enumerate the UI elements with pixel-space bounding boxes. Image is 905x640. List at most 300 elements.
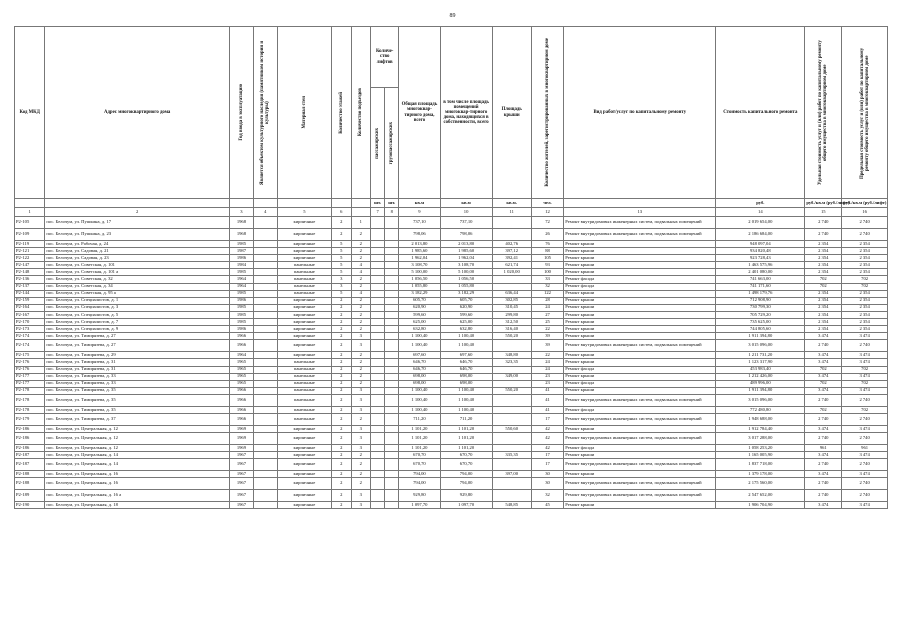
cell-walls: кирпичные <box>277 255 331 262</box>
cell-work: Ремонт крыши <box>564 269 716 276</box>
cell-work: Ремонт крыши <box>564 359 716 366</box>
cell-fl: 2 <box>332 502 352 509</box>
cell-total: 1 101,20 <box>399 433 440 445</box>
cell-year: 1986 <box>229 326 253 333</box>
cell-total: 1 100,40 <box>399 333 440 340</box>
cell-addr: пос. Белочум, ул. Специалистов, д. 3 <box>45 304 230 311</box>
cell-owned: 1 985,60 <box>440 248 492 255</box>
cell-roof <box>492 445 531 452</box>
cell-cost: 3 017 288,00 <box>716 433 805 445</box>
cell-roof: 1 020,00 <box>492 269 531 276</box>
cell-p <box>371 478 385 490</box>
cell-max: 3 474 <box>842 373 888 380</box>
cell-work: Ремонт фасада <box>564 366 716 373</box>
cell-roof: 548,85 <box>492 502 531 509</box>
cell-fl: 2 <box>332 433 352 445</box>
cell-en: 3 <box>351 425 371 432</box>
cell-code: Р2-186 <box>15 445 45 452</box>
cell-roof: 323,35 <box>492 359 531 366</box>
cell-code: Р2-121 <box>15 248 45 255</box>
cell-max: 2 354 <box>842 319 888 326</box>
cell-en: 3 <box>351 490 371 502</box>
cell-total: 1 101,20 <box>399 425 440 432</box>
cell-year: 1969 <box>229 425 253 432</box>
cell-heritage <box>253 241 277 248</box>
cell-heritage <box>253 478 277 490</box>
cell-owned: 632,80 <box>440 326 492 333</box>
cell-en: 2 <box>351 413 371 425</box>
cell-year: 1964 <box>229 276 253 283</box>
cell-g <box>385 262 399 269</box>
cell-p <box>371 248 385 255</box>
cell-walls: панельные <box>277 366 331 373</box>
cell-en: 2 <box>351 255 371 262</box>
cell-heritage <box>253 217 277 229</box>
cell-owned: 711,20 <box>440 413 492 425</box>
cell-total: 625,00 <box>399 319 440 326</box>
cell-res: 32 <box>531 283 564 290</box>
cell-unit: 2 354 <box>805 297 842 304</box>
cell-owned: 1 100,40 <box>440 387 492 394</box>
cell-fl: 2 <box>332 333 352 340</box>
cell-year: 1964 <box>229 283 253 290</box>
table-row <box>15 359 888 366</box>
cell-code: Р2-159 <box>15 297 45 304</box>
cell-unit: 2 354 <box>805 248 842 255</box>
cell-max: 2 740 <box>842 340 888 352</box>
cell-owned: 1 056,50 <box>440 276 492 283</box>
cell-year: 1985 <box>229 269 253 276</box>
cell-fl: 3 <box>332 283 352 290</box>
unit-cell: руб. <box>716 199 805 208</box>
cell-total: 632,80 <box>399 326 440 333</box>
cell-res: 41 <box>531 387 564 394</box>
cell-g <box>385 283 399 290</box>
cell-roof <box>492 394 531 406</box>
cell-heritage <box>253 297 277 304</box>
cell-fl: 2 <box>332 217 352 229</box>
table-row <box>15 229 888 241</box>
cell-work: Ремонт внутридомовых инженерных систем, подвальных помещений <box>564 340 716 352</box>
units-row <box>15 199 888 208</box>
cell-max: 3 474 <box>842 471 888 478</box>
cell-owned: 5 100,00 <box>440 269 492 276</box>
table-row <box>15 387 888 394</box>
cell-fl: 2 <box>332 380 352 387</box>
cell-max: 2 354 <box>842 297 888 304</box>
cell-unit: 2 740 <box>805 413 842 425</box>
cell-p <box>371 255 385 262</box>
column-number-cell: 13 <box>564 208 716 217</box>
cell-en: 2 <box>351 459 371 471</box>
cell-roof <box>492 380 531 387</box>
header-elev-passenger: пассажирских <box>375 127 381 159</box>
cell-roof <box>492 490 531 502</box>
cell-g <box>385 406 399 413</box>
cell-addr: пос. Белочум, ул. Специалистов, д. 7 <box>45 319 230 326</box>
table-row <box>15 445 888 452</box>
cell-res: 26 <box>531 229 564 241</box>
cell-addr: пос. Белочум, ул. Пушкина, д. 17 <box>45 217 230 229</box>
cell-walls: панельные <box>277 269 331 276</box>
cell-p <box>371 445 385 452</box>
cell-max: 3 474 <box>842 425 888 432</box>
cell-en: 3 <box>351 387 371 394</box>
cell-walls: кирпичные <box>277 452 331 459</box>
cell-unit: 3 474 <box>805 359 842 366</box>
cell-addr: пос. Белочум, ул. Центральная, д. 16 <box>45 471 230 478</box>
cell-unit: 3 474 <box>805 502 842 509</box>
cell-cost: 1 123 317,90 <box>716 359 805 366</box>
cell-addr: пос. Белочум, ул. Советская, д. 32 <box>45 276 230 283</box>
cell-en: 2 <box>351 297 371 304</box>
header-cost: Стоимость капитального ремонта <box>716 27 805 199</box>
unit-cell: кв.м <box>440 199 492 208</box>
cell-p <box>371 459 385 471</box>
cell-total: 670,70 <box>399 459 440 471</box>
cell-p <box>371 340 385 352</box>
cell-owned: 1 101,20 <box>440 433 492 445</box>
column-number-cell: 6 <box>332 208 352 217</box>
cell-work: Ремонт крыши <box>564 311 716 318</box>
cell-year: 1985 <box>229 290 253 297</box>
cell-year: 1965 <box>229 366 253 373</box>
cell-addr: пос. Белочум, ул. Тимирязева, д. 31 <box>45 359 230 366</box>
cell-p <box>371 333 385 340</box>
cell-g <box>385 490 399 502</box>
cell-en: 2 <box>351 319 371 326</box>
cell-g <box>385 311 399 318</box>
cell-total: 711,20 <box>399 413 440 425</box>
cell-code: Р2-109 <box>15 229 45 241</box>
cell-fl: 2 <box>332 340 352 352</box>
cell-addr: пос. Белочум, ул. Специалистов, д. 9 <box>45 326 230 333</box>
cell-g <box>385 502 399 509</box>
cell-unit: 702 <box>805 380 842 387</box>
cell-year: 1985 <box>229 319 253 326</box>
header-work-type: Вид работ/услуг по капитальному ремонту <box>564 27 716 199</box>
cell-fl: 2 <box>332 373 352 380</box>
cell-addr: пос. Белочум, ул. Центральная, д. 12 <box>45 433 230 445</box>
table-row <box>15 255 888 262</box>
cell-p <box>371 387 385 394</box>
cell-cost: 1 165 005,90 <box>716 452 805 459</box>
cell-work: Ремонт крыши <box>564 452 716 459</box>
table-row <box>15 333 888 340</box>
cell-cost: 1 911 394,80 <box>716 333 805 340</box>
cell-work: Ремонт крыши <box>564 502 716 509</box>
cell-roof: 349,00 <box>492 373 531 380</box>
page-number: 89 <box>449 13 456 19</box>
cell-p <box>371 394 385 406</box>
cell-walls: кирпичные <box>277 425 331 432</box>
cell-year: 1967 <box>229 478 253 490</box>
cell-en: 2 <box>351 452 371 459</box>
cell-unit: 2 354 <box>805 311 842 318</box>
cell-work: Ремонт внутридомовых инженерных систем, подвальных помещений <box>564 490 716 502</box>
table-row <box>15 490 888 502</box>
cell-year: 1969 <box>229 433 253 445</box>
cell-en: 3 <box>351 406 371 413</box>
cell-total: 698,00 <box>399 380 440 387</box>
cell-addr: пос. Белочум, ул. Рабочая, д. 24 <box>45 241 230 248</box>
cell-fl: 2 <box>332 459 352 471</box>
cell-heritage <box>253 459 277 471</box>
cell-heritage <box>253 340 277 352</box>
cell-walls: панельные <box>277 373 331 380</box>
table-row <box>15 413 888 425</box>
cell-max: 2 354 <box>842 290 888 297</box>
cell-res: 42 <box>531 445 564 452</box>
cell-code: Р2-189 <box>15 490 45 502</box>
cell-addr: пос. Белочум, ул. Тимирязева, д. 33 <box>45 380 230 387</box>
cell-code: Р2-178 <box>15 394 45 406</box>
column-number-cell: 10 <box>440 208 492 217</box>
cell-p <box>371 311 385 318</box>
cell-unit: 3 474 <box>805 452 842 459</box>
cell-heritage <box>253 380 277 387</box>
cell-en: 2 <box>351 311 371 318</box>
cell-max: 2 354 <box>842 269 888 276</box>
cell-owned: 625,00 <box>440 319 492 326</box>
table-row <box>15 340 888 352</box>
cell-addr: пос. Белочум, ул. Советская, д. 101 а <box>45 269 230 276</box>
cell-owned: 1 100,40 <box>440 340 492 352</box>
cell-year: 1965 <box>229 359 253 366</box>
cell-res: 32 <box>531 490 564 502</box>
cell-total: 3 108,70 <box>399 262 440 269</box>
cell-cost: 1 906 704,90 <box>716 502 805 509</box>
table-row <box>15 217 888 229</box>
cell-en: 3 <box>351 445 371 452</box>
column-number-cell: 3 <box>229 208 253 217</box>
cell-owned: 670,70 <box>440 459 492 471</box>
cell-max: 3 474 <box>842 352 888 359</box>
cell-unit: 2 740 <box>805 433 842 445</box>
cell-fl: 2 <box>332 425 352 432</box>
header-walls: Материал стен <box>301 96 307 129</box>
cell-max: 702 <box>842 366 888 373</box>
cell-addr: пос. Белочум, ул. Пушкина, д. 23 <box>45 229 230 241</box>
cell-owned: 737,10 <box>440 217 492 229</box>
cell-year: 1984 <box>229 262 253 269</box>
cell-roof <box>492 366 531 373</box>
cell-res: 45 <box>531 502 564 509</box>
cell-res: 23 <box>531 380 564 387</box>
cell-roof: 310,45 <box>492 304 531 311</box>
cell-p <box>371 290 385 297</box>
cell-walls: кирпичные <box>277 502 331 509</box>
cell-year: 1985 <box>229 241 253 248</box>
cell-total: 737,10 <box>399 217 440 229</box>
cell-g <box>385 217 399 229</box>
cell-g <box>385 394 399 406</box>
cell-unit: 3 474 <box>805 352 842 359</box>
cell-g <box>385 373 399 380</box>
cell-g <box>385 290 399 297</box>
cell-year: 1966 <box>229 333 253 340</box>
unit-cell <box>277 199 331 208</box>
cell-p <box>371 452 385 459</box>
cell-owned: 798,06 <box>440 229 492 241</box>
cell-en: 2 <box>351 276 371 283</box>
header-heritage: Является объектом культурного наследия (памятником истории и культуры) <box>260 40 271 185</box>
cell-max: 2 354 <box>842 304 888 311</box>
column-number-cell: 16 <box>842 208 888 217</box>
cell-cost: 741 663,00 <box>716 276 805 283</box>
cell-res: 24 <box>531 366 564 373</box>
unit-cell <box>332 199 352 208</box>
header-elev-cargo: грузопассажирских <box>389 121 395 165</box>
cell-total: 1 100,40 <box>399 340 440 352</box>
cell-work: Ремонт фасада <box>564 283 716 290</box>
header-max-cost: Предельная стоимость услуг и (или) работ по капитальному ремонту общего имущества в многоквартирном доме <box>859 46 870 179</box>
cell-heritage <box>253 269 277 276</box>
cell-code: Р2-186 <box>15 433 45 445</box>
cell-p <box>371 319 385 326</box>
cell-code: Р2-176 <box>15 366 45 373</box>
header-elevators: Количе-ство лифтов <box>371 27 399 88</box>
cell-en: 2 <box>351 304 371 311</box>
cell-year: 1966 <box>229 387 253 394</box>
cell-p <box>371 490 385 502</box>
unit-cell <box>564 199 716 208</box>
cell-max: 3 474 <box>842 502 888 509</box>
table-row <box>15 262 888 269</box>
cell-p <box>371 373 385 380</box>
cell-work: Ремонт крыши <box>564 319 716 326</box>
table-row <box>15 459 888 471</box>
cell-addr: пос. Белочум, ул. Специалистов, д. 1 <box>45 297 230 304</box>
cell-max: 961 <box>842 445 888 452</box>
cell-work: Ремонт крыши <box>564 425 716 432</box>
cell-heritage <box>253 452 277 459</box>
cell-en: 2 <box>351 283 371 290</box>
cell-owned: 670,70 <box>440 452 492 459</box>
cell-walls: кирпичные <box>277 326 331 333</box>
cell-res: 30 <box>531 478 564 490</box>
cell-total: 646,70 <box>399 359 440 366</box>
cell-addr: пос. Белочум, ул. Центральная, д. 16 а <box>45 490 230 502</box>
header-unit-cost: Удельная стоимость услуг и (или) работ по капитальному ремонту общего имущества в многоквартирном доме <box>818 40 829 185</box>
cell-total: 599,60 <box>399 311 440 318</box>
cell-heritage <box>253 319 277 326</box>
cell-year: 1967 <box>229 459 253 471</box>
header-year: Год ввода в эксплуатацию <box>238 84 244 141</box>
cell-cost: 772 480,80 <box>716 406 805 413</box>
cell-year: 1987 <box>229 248 253 255</box>
cell-work: Ремонт крыши <box>564 326 716 333</box>
cell-owned: 1 962,04 <box>440 255 492 262</box>
cell-res: 17 <box>531 459 564 471</box>
cell-res: 17 <box>531 452 564 459</box>
cell-addr: пос. Белочум, ул. Советская, д. 34 <box>45 283 230 290</box>
cell-work: Ремонт крыши <box>564 333 716 340</box>
cell-max: 2 354 <box>842 241 888 248</box>
cell-total: 794,00 <box>399 478 440 490</box>
cell-roof: 621,74 <box>492 262 531 269</box>
cell-owned: 3 182,29 <box>440 290 492 297</box>
cell-owned: 697,60 <box>440 352 492 359</box>
cell-fl: 2 <box>332 366 352 373</box>
table-row <box>15 326 888 333</box>
cell-code: Р2-147 <box>15 262 45 269</box>
cell-walls: кирпичные <box>277 340 331 352</box>
cell-g <box>385 269 399 276</box>
cell-heritage <box>253 406 277 413</box>
cell-total: 1 100,40 <box>399 387 440 394</box>
cell-unit: 3 474 <box>805 387 842 394</box>
cell-fl: 2 <box>332 471 352 478</box>
table-row <box>15 276 888 283</box>
cell-roof: 299,80 <box>492 311 531 318</box>
cell-res: 41 <box>531 394 564 406</box>
cell-heritage <box>253 248 277 255</box>
cell-addr: пос. Белочум, ул. Центральная, д. 16 <box>45 478 230 490</box>
cell-g <box>385 326 399 333</box>
table-row <box>15 425 888 432</box>
cell-owned: 605,70 <box>440 297 492 304</box>
cell-walls: кирпичные <box>277 311 331 318</box>
cell-code: Р2-136 <box>15 276 45 283</box>
cell-code: Р2-188 <box>15 471 45 478</box>
cell-en: 4 <box>351 262 371 269</box>
cell-cost: 2 175 560,00 <box>716 478 805 490</box>
cell-unit: 702 <box>805 276 842 283</box>
cell-en: 3 <box>351 394 371 406</box>
cell-heritage <box>253 304 277 311</box>
table-row <box>15 269 888 276</box>
cell-code: Р2-186 <box>15 425 45 432</box>
table-row <box>15 241 888 248</box>
table-row <box>15 297 888 304</box>
cell-unit: 2 740 <box>805 394 842 406</box>
cell-work: Ремонт крыши <box>564 262 716 269</box>
table-row <box>15 366 888 373</box>
cell-res: 105 <box>531 255 564 262</box>
cell-year: 1968 <box>229 229 253 241</box>
cell-p <box>371 413 385 425</box>
cell-year: 1966 <box>229 394 253 406</box>
cell-res: 24 <box>531 359 564 366</box>
cell-heritage <box>253 290 277 297</box>
cell-g <box>385 255 399 262</box>
unit-cell: шт. <box>385 199 399 208</box>
cell-unit: 2 354 <box>805 269 842 276</box>
cell-heritage <box>253 387 277 394</box>
cell-roof: 550,60 <box>492 425 531 432</box>
cell-code: Р2-164 <box>15 304 45 311</box>
table-row <box>15 406 888 413</box>
cell-max: 2 740 <box>842 478 888 490</box>
cell-roof: 550,20 <box>492 387 531 394</box>
cell-unit: 3 474 <box>805 471 842 478</box>
cell-unit: 3 474 <box>805 333 842 340</box>
cell-year: 1966 <box>229 413 253 425</box>
header-address: Адрес многоквартирного дома <box>45 27 230 199</box>
cell-en: 2 <box>351 359 371 366</box>
cell-res: 27 <box>531 311 564 318</box>
cell-walls: кирпичные <box>277 445 331 452</box>
cell-total: 1 100,40 <box>399 406 440 413</box>
cell-walls: кирпичные <box>277 471 331 478</box>
cell-max: 3 474 <box>842 333 888 340</box>
cell-walls: панельные <box>277 262 331 269</box>
cell-fl: 2 <box>332 311 352 318</box>
table-row <box>15 352 888 359</box>
cell-g <box>385 359 399 366</box>
column-number-cell: 14 <box>716 208 805 217</box>
